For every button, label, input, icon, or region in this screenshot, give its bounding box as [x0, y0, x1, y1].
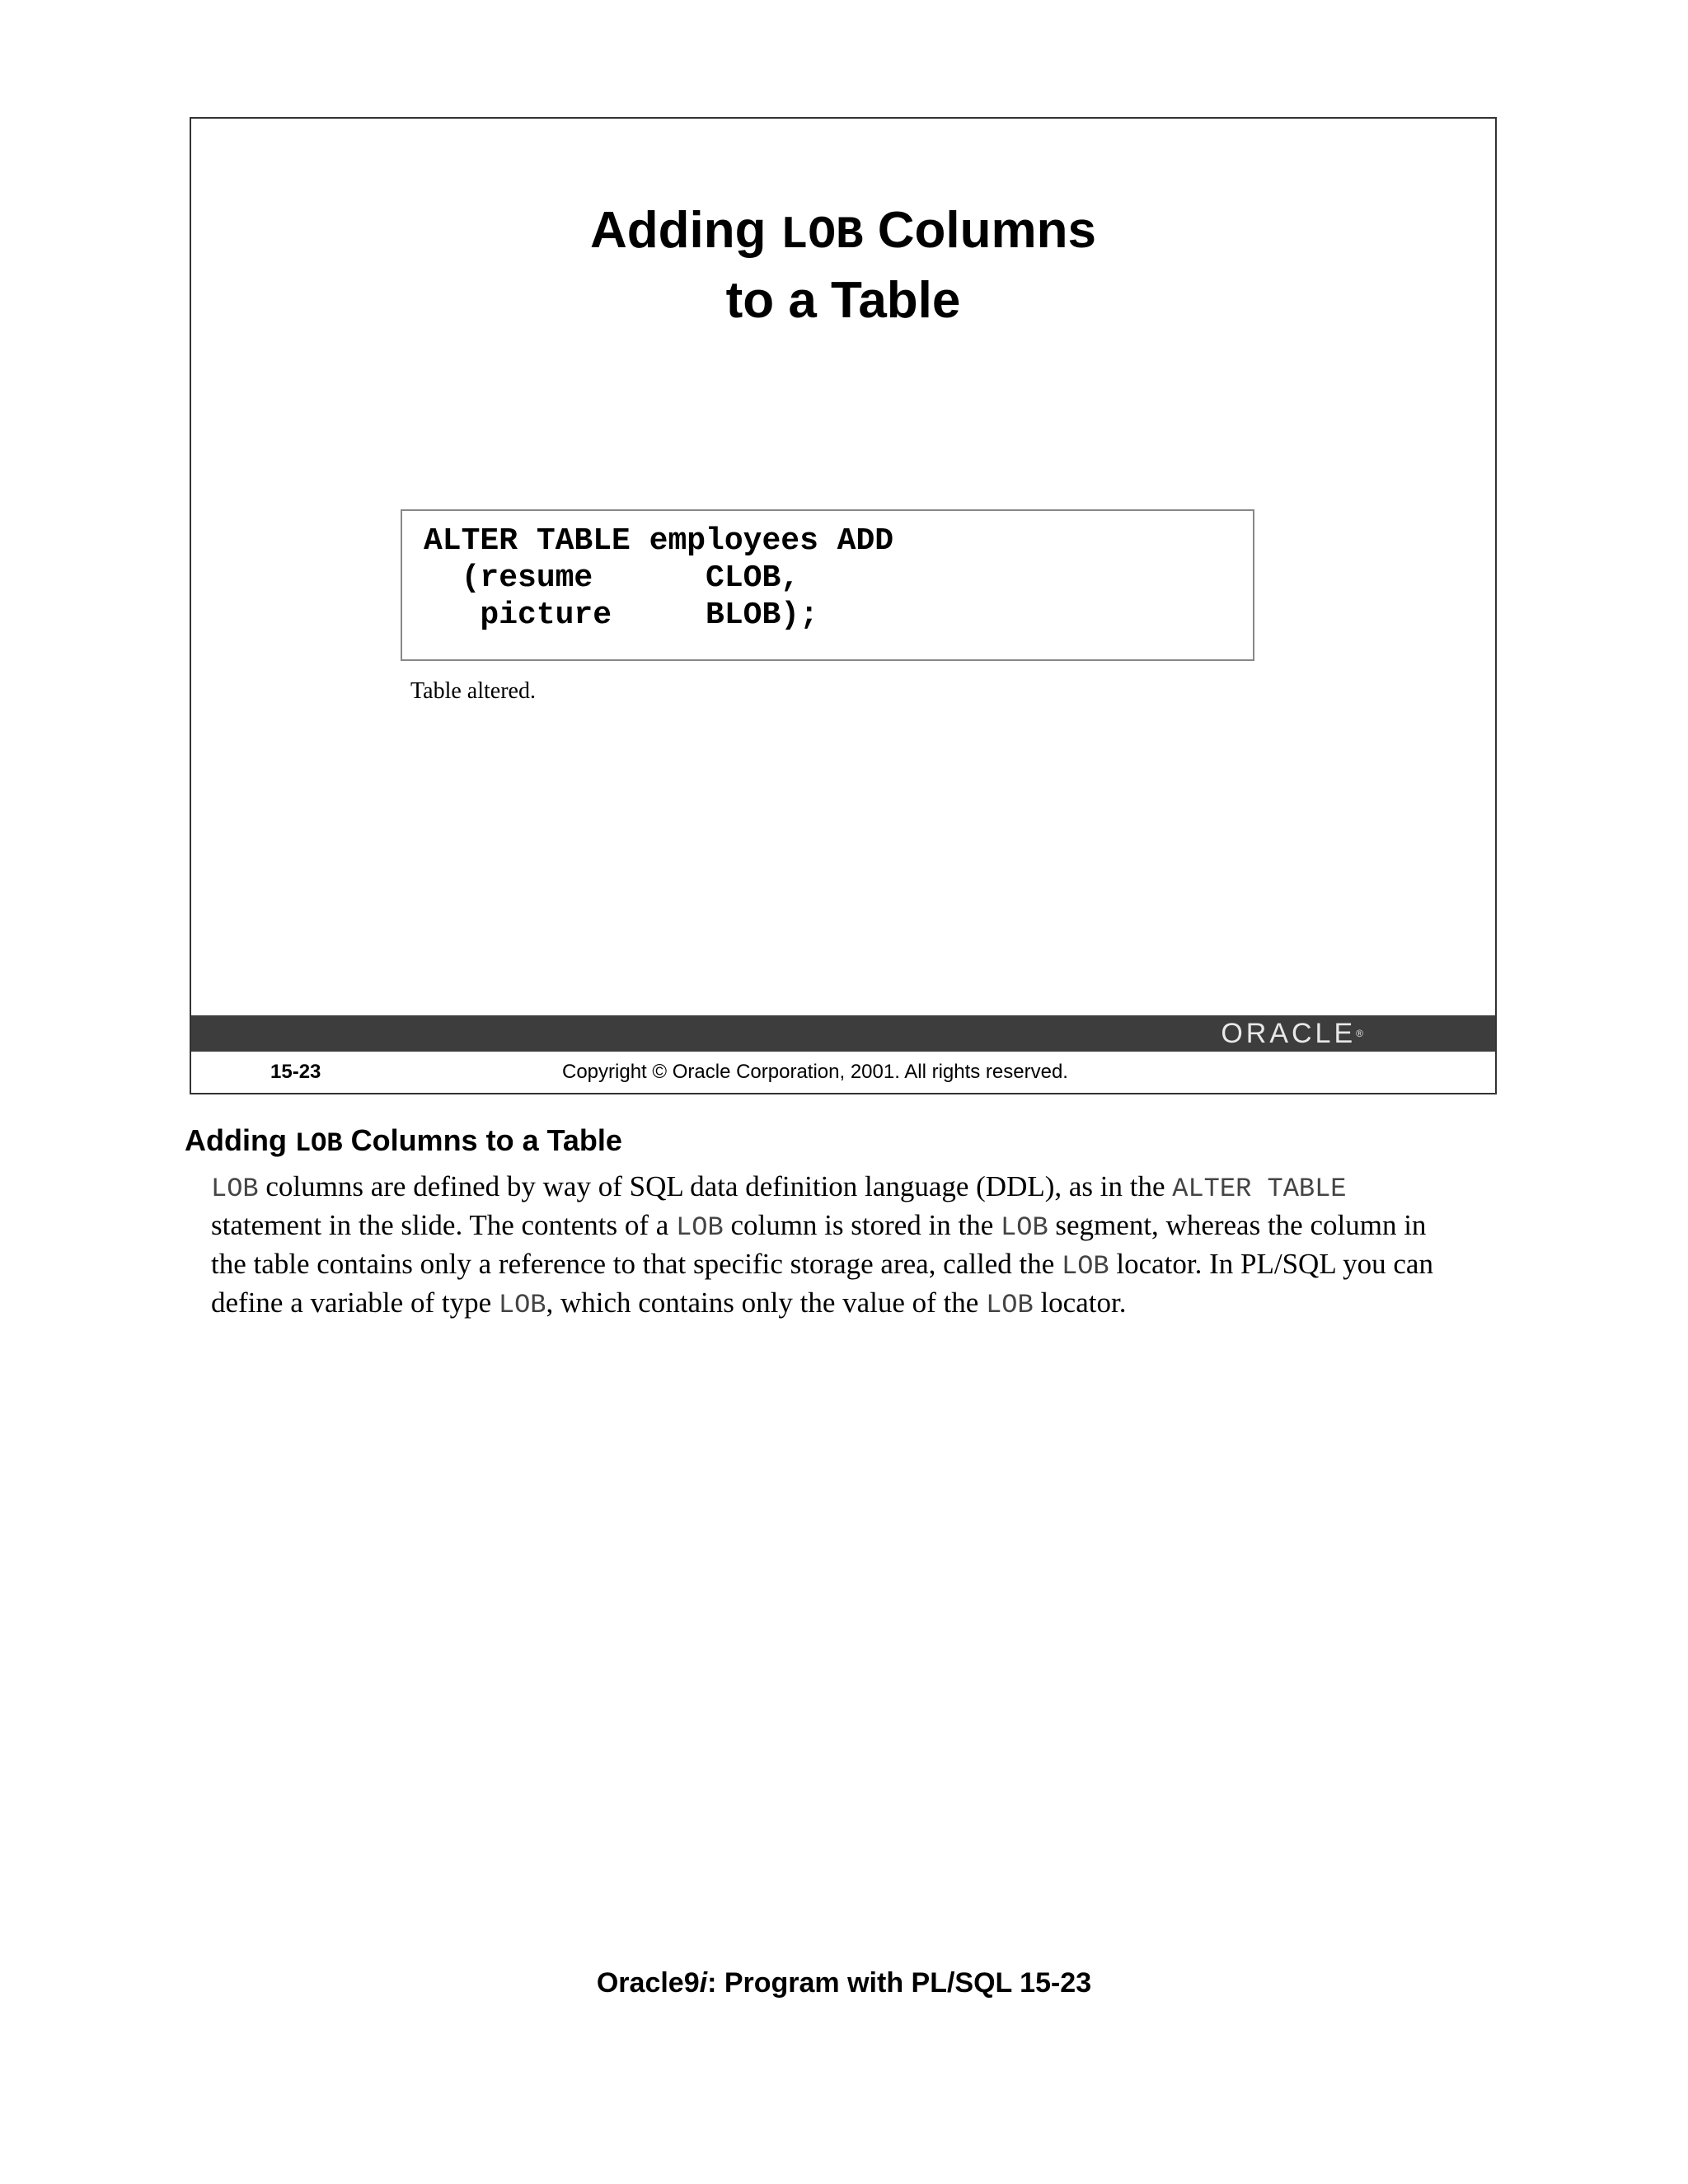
notes-line: LOB columns are defined by way of SQL data definition language (DDL), as in the ALTER TABLE [211, 1170, 1347, 1204]
slide-title [191, 198, 1495, 334]
slide-title-line1: Adding LOB Columns [590, 202, 1096, 261]
notes-line: the table contains only a reference to that specific storage area, called the LOB locator. In PL/SQL you can [211, 1248, 1433, 1282]
slide-title-line2: to a Table [725, 272, 961, 329]
code-line: (resume CLOB, [424, 560, 800, 596]
notes-line: define a variable of type LOB, which contains only the value of the LOB locator. [211, 1286, 1127, 1320]
code-line: ALTER TABLE employees ADD [424, 523, 894, 559]
notes-line: statement in the slide. The contents of a LOB column is stored in the LOB segment, whereas the column in [211, 1209, 1427, 1243]
slide-frame [190, 117, 1497, 1094]
code-line: picture BLOB); [424, 598, 818, 633]
sql-result: Table altered. [410, 678, 536, 704]
page-footer: Oracle9i: Program with PL/SQL 15-23 [596, 1967, 1092, 1999]
notes-heading: Adding LOB Columns to a Table [185, 1123, 622, 1159]
slide-number: 15-23 [270, 1061, 321, 1083]
code-box [401, 509, 1254, 661]
slide-title-code: LOB [780, 209, 864, 261]
notes-body [211, 1169, 1502, 1324]
copyright: Copyright © Oracle Corporation, 2001. All rights reserved. [562, 1061, 1068, 1083]
oracle-bar [191, 1015, 1495, 1052]
oracle-logo: ORACLE® [1221, 1018, 1363, 1049]
